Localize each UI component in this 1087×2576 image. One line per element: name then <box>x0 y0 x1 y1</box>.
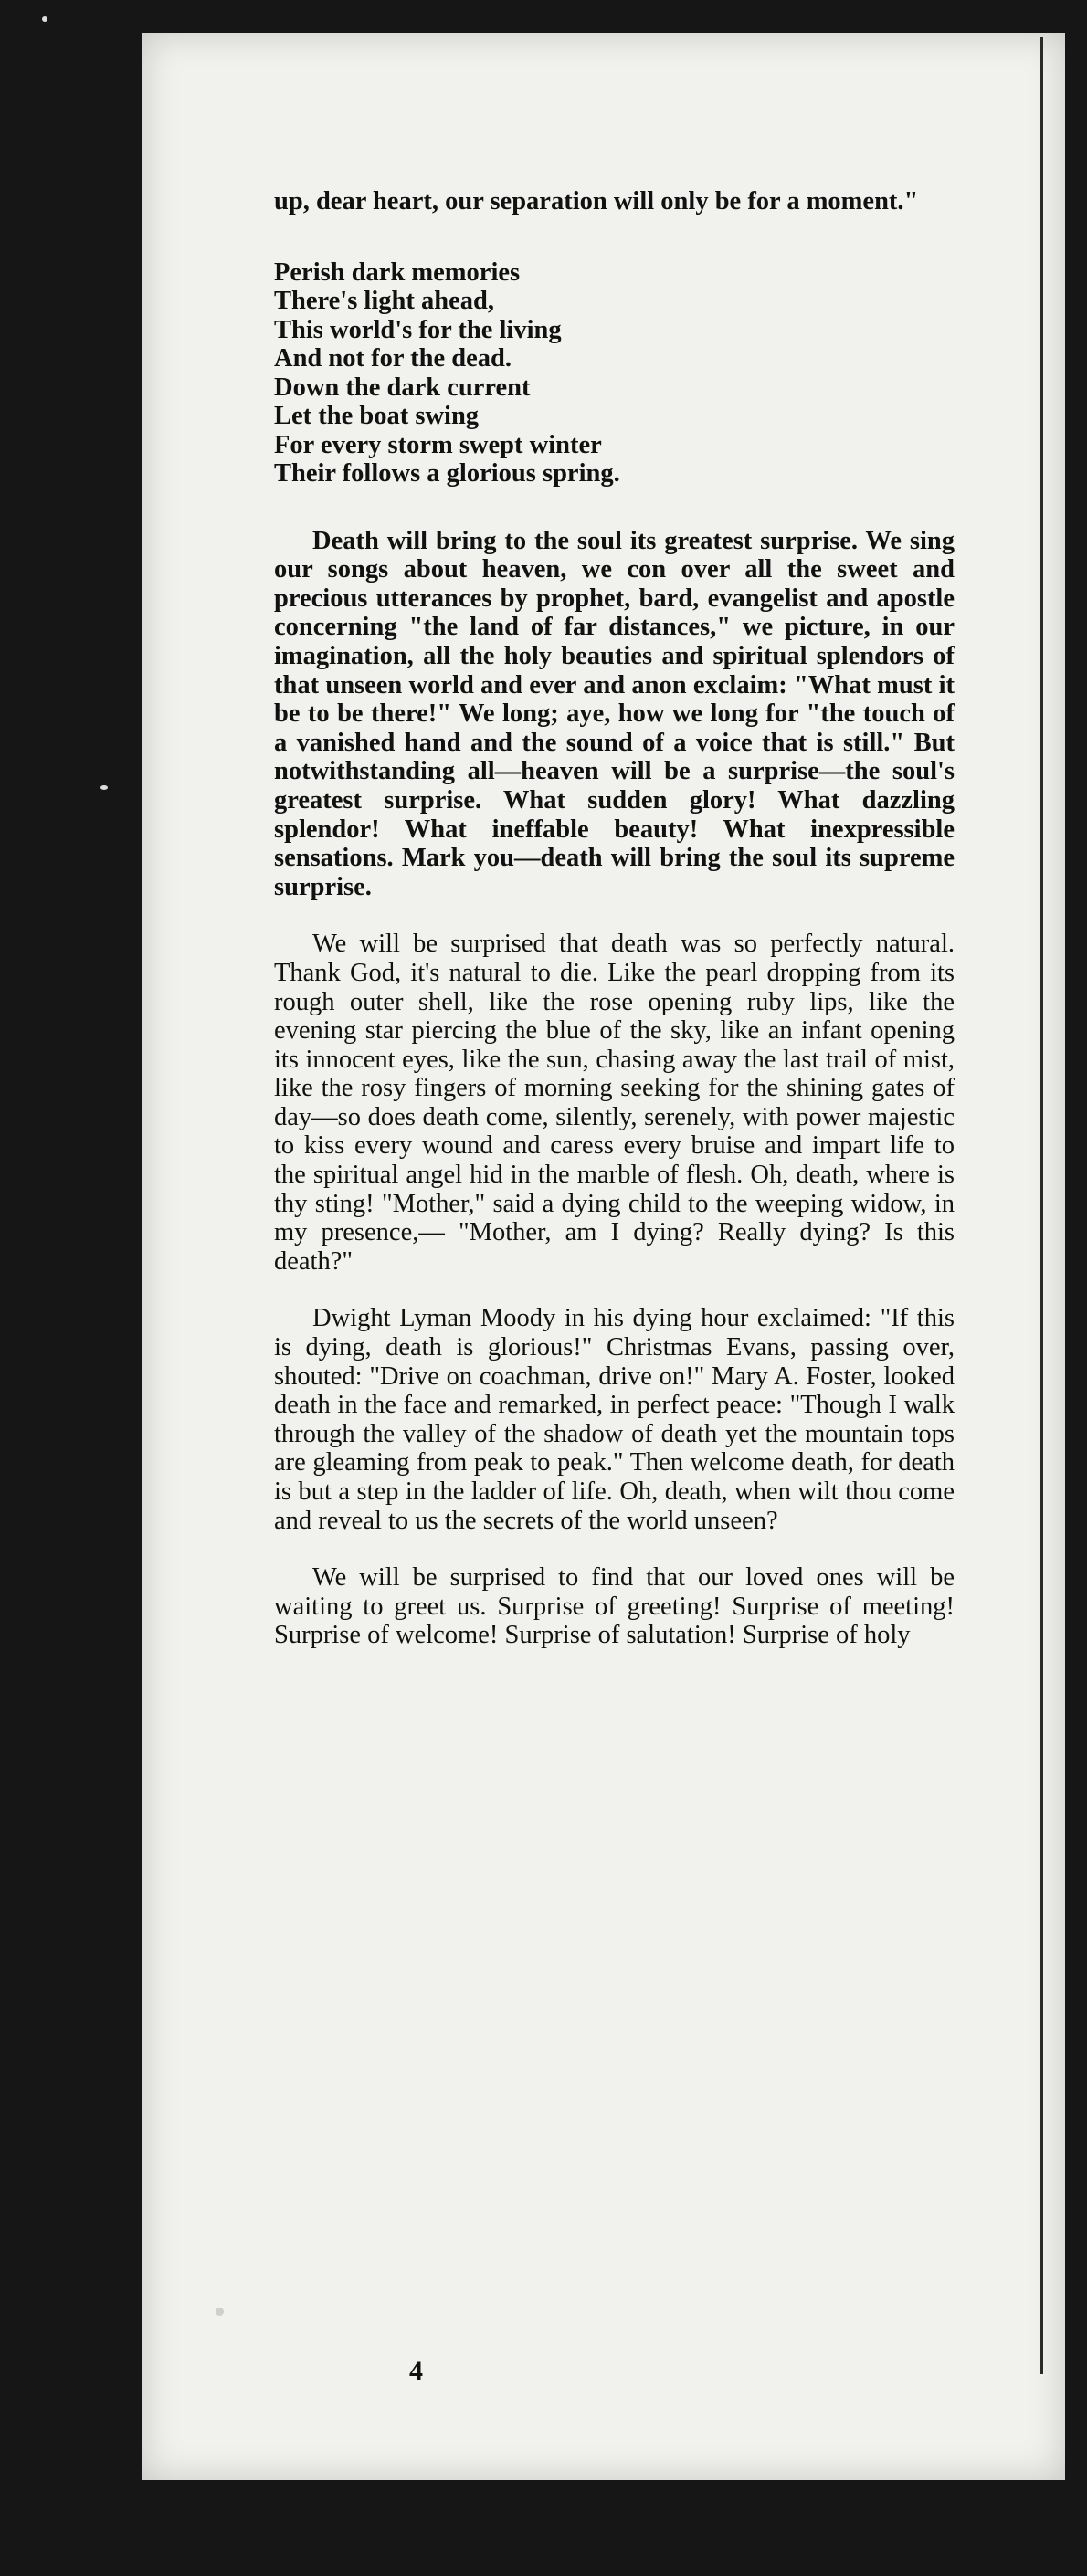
verse-line: Down the dark current <box>274 373 531 402</box>
verse-line: And not for the dead. <box>274 344 512 373</box>
page-edge-rule <box>1040 37 1043 2374</box>
paragraph-loved-ones: We will be surprised to find that our loved ones will be waiting to greet us. Surprise of greeting! Surprise of meeting! Surprise of welcome! Surprise of salutation! Surprise of holy <box>274 1563 955 1650</box>
verse-line: For every storm swept winter <box>274 430 602 459</box>
dust-speck <box>100 785 108 790</box>
verse-line: This world's for the living <box>274 315 562 344</box>
dust-speck <box>42 16 47 22</box>
verse-line: Let the boat swing <box>274 402 480 431</box>
paragraph-death-natural: We will be surprised that death was so perfectly natural. Thank God, it's natural to die. Like the pearl dropping from its rough outer shell, like the rose opening ruby lips, like the evening star piercing the blue of the sky, like an infant opening its innocent eyes, like the sun, chasing away the last trail of mist, like the rosy fingers of morning seeking for the shining gates of day—so does death come, silently, serenely, with power majestic to kiss every wound and caress every bruise and impart life to the spiritual angel hid in the marble of flesh. Oh, death, where is thy sting! "Mother," said a dying child to the weeping widow, in my presence,— "Mother, am I dying? Really dying? Is this death?" <box>274 930 955 1276</box>
verse-line: Their follows a glorious spring. <box>274 459 620 489</box>
dust-speck <box>216 2308 224 2316</box>
page-number: 4 <box>409 2356 423 2386</box>
article-text <box>274 187 955 1678</box>
poem-verse <box>274 258 955 489</box>
paragraph-moody: Dwight Lyman Moody in his dying hour exclaimed: "If this is dying, death is glorious!" Christmas Evans, passing over, shouted: "Drive on coachman, drive on!" Mary A. Foster, looked death in the face and remarked, in perfect peace: "Though I walk through the valley of the shadow of death yet the mountain tops are gleaming from peak to peak." Then welcome death, for death is but a step in the ladder of life. Oh, death, when wilt thou come and reveal to us the secrets of the world unseen? <box>274 1304 955 1535</box>
verse-line: Perish dark memories <box>274 258 521 287</box>
verse-line: There's light ahead, <box>274 287 494 316</box>
opening-line: up, dear heart, our separation will only be for a moment." <box>274 187 919 216</box>
paragraph-death-surprise: Death will bring to the soul its greatest surprise. We sing our songs about heaven, we con over all the sweet and precious utterances by prophet, bard, evangelist and apostle concerning "the land of far distances," we picture, in our imagination, all the holy beauties and spiritual splendors of that unseen world and ever and anon exclaim: "What must it be to be there!" We long; aye, how we long for "the touch of a vanished hand and the sound of a voice that is still." But notwithstanding all—heaven will be a surprise—the soul's greatest surprise. What sudden glory! What dazzling splendor! What ineffable beauty! What inexpressible sensations. Mark you—death will bring the soul its supreme surprise. <box>274 526 955 901</box>
